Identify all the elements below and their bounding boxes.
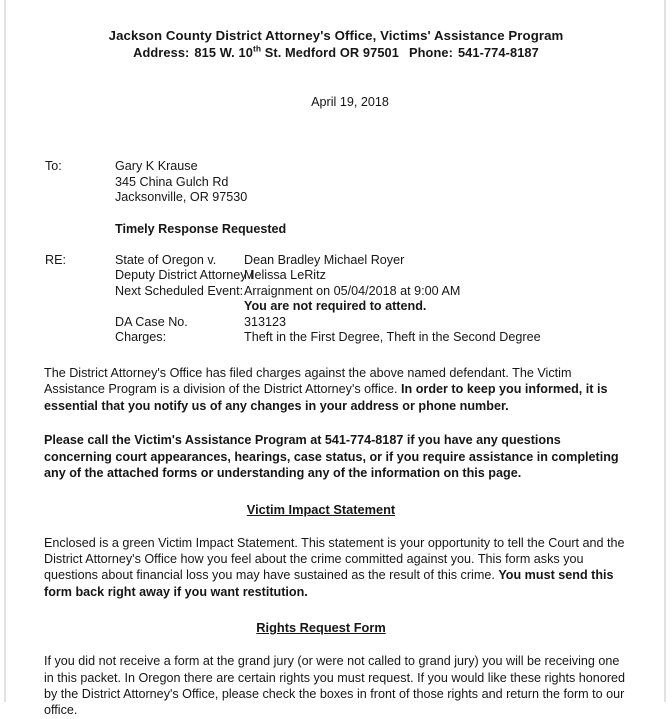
re-dda-key: Deputy District Attorney I: [115, 268, 254, 283]
addressee-name: Gary K Krause: [115, 159, 198, 173]
paragraph-victim-impact-bold: You must send this form back right away if you want restitution.: [44, 568, 614, 599]
addressee-lines: [115, 159, 247, 206]
paragraph-please-call: Please call the Victim's Assistance Program at 541-774-8187 if you have any questions concerning court appearances, hearings, case status, or if you require assistance in completing any of the attached forms or understanding any of the information on this page.: [44, 433, 619, 481]
address-number: 815 W. 10: [194, 45, 253, 60]
re-label: RE:: [45, 252, 66, 267]
letter-body: [0, 346, 672, 719]
paragraph-intro: [44, 365, 632, 414]
address-ordinal-suffix: th: [252, 43, 262, 54]
re-charges-value: Theft in the First Degree, Theft in the Second Degree: [244, 330, 541, 345]
address-label: Address:: [133, 45, 190, 60]
re-row-case-number: [115, 315, 672, 331]
re-case-value: Dean Bradley Michael Royer: [244, 252, 405, 267]
letterhead-organization: Jackson County District Attorney's Office, Victims' Assistance Program: [108, 28, 564, 43]
re-block: [0, 253, 672, 347]
paragraph-victim-impact-plain: Enclosed is a green Victim Impact Statement. This statement is your opportunity to tell the Court and the District Attorney's Office how you feel about the crime committed against you. This form asks you questions about financial loss you may have sustained as the result of this crime.: [44, 535, 625, 583]
re-charges-key: Charges:: [115, 330, 167, 345]
timely-response-notice: Timely Response Requested: [115, 221, 287, 236]
letter-date: April 19, 2018: [311, 95, 389, 109]
re-row-charges: [115, 330, 672, 346]
re-row-case: [115, 253, 672, 269]
paragraph-intro-plain: The District Attorney's Office has filed charges against the above named defendant. The Victim Assistance Program is a division of the District Attorney's office.: [44, 366, 572, 397]
letterhead-contact-line: [0, 44, 672, 61]
addressee-street: 345 China Gulch Rd: [115, 174, 229, 189]
paragraph-rights-request: If you did not receive a form at the grand jury (or were not called to grand jury) you will be receiving one in this packet. In Oregon there are certain rights you must request. If you would like these rights honored by the District Attorney's Office, please check the boxes in front of those rights and return the form to our office.: [44, 654, 626, 718]
re-field-list: [115, 253, 672, 347]
re-attendance-note-text: You are not required to attend.: [244, 299, 427, 314]
phone-label: Phone:: [408, 45, 453, 60]
addressee-city-state-zip: Jacksonville, OR 97530: [115, 190, 248, 204]
re-case-key: State of Oregon v.: [115, 252, 217, 267]
re-case-number-value: 313123: [244, 314, 287, 329]
re-next-event-value: Arraignment on 05/04/2018 at 9:00 AM: [244, 283, 461, 298]
re-dda-value: Melissa LeRitz: [244, 268, 326, 283]
letterhead: [0, 0, 672, 61]
paragraph-intro-bold: In order to keep you informed, it is essential that you notify us of any changes in your address or phone number.: [44, 382, 608, 413]
paragraph-victim-impact: [44, 535, 632, 601]
re-case-number-key: DA Case No.: [115, 314, 188, 329]
phone-value: 541-774-8187: [457, 45, 539, 60]
re-next-event-key: Next Scheduled Event:: [115, 283, 244, 298]
heading-rights-request-form: Rights Request Form: [256, 620, 386, 636]
re-attendance-note: [115, 299, 672, 315]
re-row-dda: [115, 268, 672, 284]
addressee-label: To:: [45, 159, 62, 173]
address-remainder: St. Medford OR 97501: [264, 45, 399, 60]
addressee-block: [0, 159, 672, 206]
heading-victim-impact-statement: Victim Impact Statement: [246, 501, 396, 517]
re-row-next-event: [115, 284, 672, 300]
